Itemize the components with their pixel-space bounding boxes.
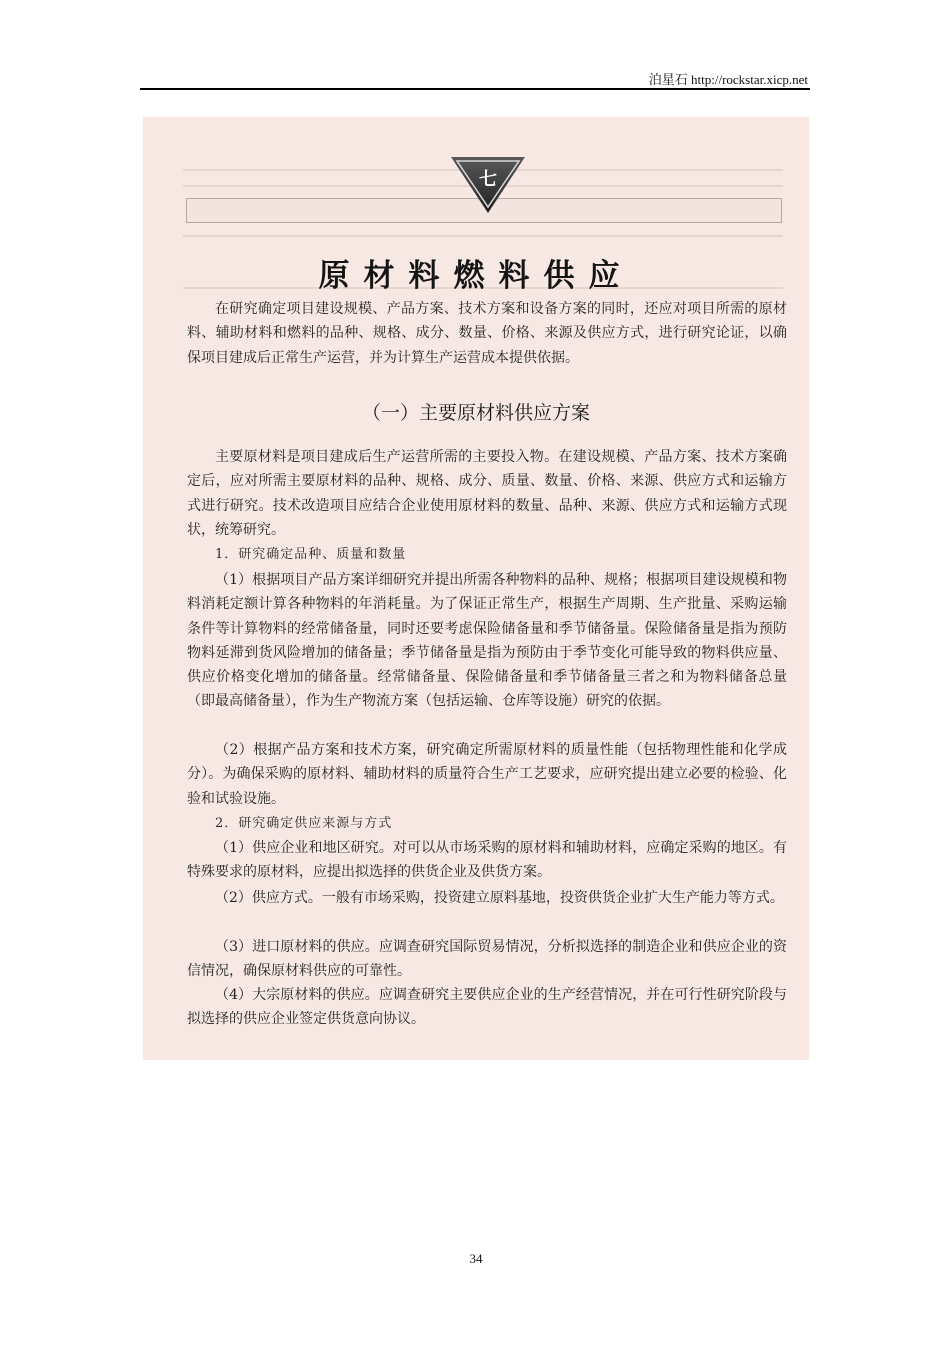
intro-paragraph: 在研究确定项目建设规模、产品方案、技术方案和设备方案的同时，还应对项目所需的原材料、辅助材料和燃料的品种、规格、成分、数量、价格、来源及供应方式，进行研究论证，以确保项目建成后正常生产运营，并为计算生产运营成本提供依据。 bbox=[187, 301, 787, 366]
subsection-heading: 1．研究确定品种、质量和数量 bbox=[215, 547, 407, 562]
overview-paragraph: 主要原材料是项目建成后生产运营所需的主要投入物。在建设规模、产品方案、技术方案确定后，应对所需主要原材料的品种、规格、成分、质量、数量、价格、来源、供应方式和运输方式进行研究。技术改造项目应结合企业使用原材料的数量、品种、来源、供应方式和运输方式现状，统筹研究。 bbox=[187, 449, 787, 538]
subsection-heading: 2．研究确定供应来源与方式 bbox=[215, 816, 393, 831]
sub2-paragraph-3: （3）进口原材料的供应。应调查研究国际贸易情况，分析拟选择的制造企业和供应企业的资信情况，确保原材料供应的可靠性。 bbox=[187, 939, 787, 980]
sub2-paragraph-1: （1）供应企业和地区研究。对可以从市场采购的原材料和辅助材料，应确定采购的地区。有特殊要求的原材料，应提出拟选择的供货企业及供货方案。 bbox=[187, 840, 787, 881]
chapter-title: 原材料燃料供应 bbox=[318, 258, 634, 294]
page-number: 34 bbox=[469, 1251, 483, 1266]
bleed-through-line bbox=[183, 235, 783, 237]
section-title: （一）主要原材料供应方案 bbox=[361, 402, 590, 424]
sub2-paragraph-4: （4）大宗原材料的供应。应调查研究主要供应企业的生产经营情况，并在可行性研究阶段与拟选择的供应企业签定供货意向协议。 bbox=[187, 987, 787, 1028]
scanned-page bbox=[143, 117, 809, 1060]
sub1-paragraph-1: （1）根据项目产品方案详细研究并提出所需各种物料的品种、规格；根据项目建设规模和物料消耗定额计算各种物料的年消耗量。为了保证正常生产，根据生产周期、生产批量、采购运输条件等计算物料的经常储备量，同时还要考虑保险储备量和季节储备量。保险储备量是指为预防物料延滞到货风险增加的储备量；季节储备量是指为预防由于季节变化可能导致的物料供应量、供应价格变化增加的储备量。经常储备量、保险储备量和季节储备量三者之和为物料储备总量（即最高储备量），作为生产物流方案（包括运输、仓库等设施）研究的依据。 bbox=[187, 572, 787, 710]
sub1-paragraph-2: （2）根据产品方案和技术方案，研究确定所需原材料的质量性能（包括物理性能和化学成分）。为确保采购的原材料、辅助材料的质量符合生产工艺要求，应研究提出建立必要的检验、化验和试验设施。 bbox=[187, 742, 787, 807]
header-text: 泊星石 http://rockstar.xicp.net bbox=[648, 72, 808, 87]
chapter-badge bbox=[443, 155, 533, 215]
page-header bbox=[140, 66, 810, 90]
chapter-number: 七 bbox=[479, 169, 497, 190]
sub2-paragraph-2: （2）供应方式。一般有市场采购，投资建立原料基地，投资供货企业扩大生产能力等方式。 bbox=[215, 890, 784, 906]
